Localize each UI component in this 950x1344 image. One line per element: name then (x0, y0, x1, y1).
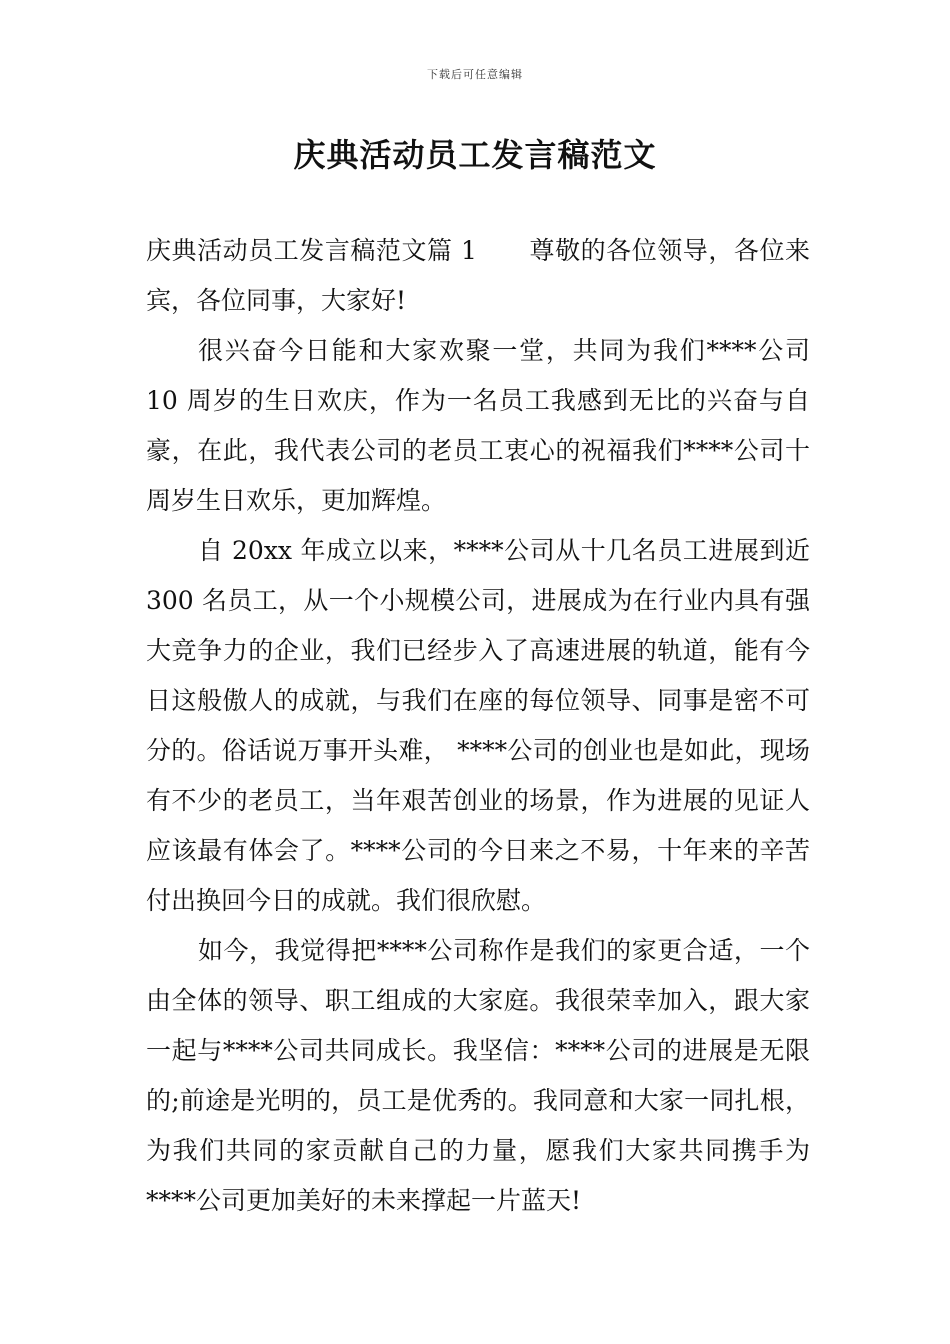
header-note: 下载后可任意编辑 (427, 68, 523, 81)
body-paragraph-3: 如今，我觉得把****公司称作是我们的家更合适，一个由全体的领导、职工组成的大家庭。我很荣幸加入，跟大家一起与****公司共同成长。我坚信：****公司的进展是无限的;前途是光明的，员工是优秀的。我同意和大家一同扎根，为我们共同的家贡献自己的力量，愿我们大家共同携手为****公司更加美好的未来撑起一片蓝天! (146, 936, 810, 1215)
opening-paragraph (146, 226, 810, 326)
document-title: 庆典活动员工发言稿范文 (293, 136, 657, 174)
greeting: 尊敬的各位领导，各位来宾，各位同事，大家好! (146, 236, 810, 315)
document-body (146, 226, 810, 1226)
section-heading: 庆典活动员工发言稿范文篇 1 (146, 236, 477, 265)
body-paragraph-2: 自 20xx 年成立以来，****公司从十几名员工进展到近 300 名员工，从一个小规模公司，进展成为在行业内具有强大竞争力的企业，我们已经步入了高速进展的轨道，能有今日这般傲人的成就，与我们在座的每位领导、同事是密不可分的。俗话说万事开头难， ****公司的创业也是如此，现场有不少的老员工，当年艰苦创业的场景，作为进展的见证人应该最有体会了。****公司的今日来之不易，十年来的辛苦付出换回今日的成就。我们很欣慰。 (146, 536, 810, 915)
body-paragraph-1: 很兴奋今日能和大家欢聚一堂，共同为我们****公司 10 周岁的生日欢庆，作为一名员工我感到无比的兴奋与自豪，在此，我代表公司的老员工衷心的祝福我们****公司十周岁生日欢乐，更加辉煌。 (146, 336, 810, 515)
